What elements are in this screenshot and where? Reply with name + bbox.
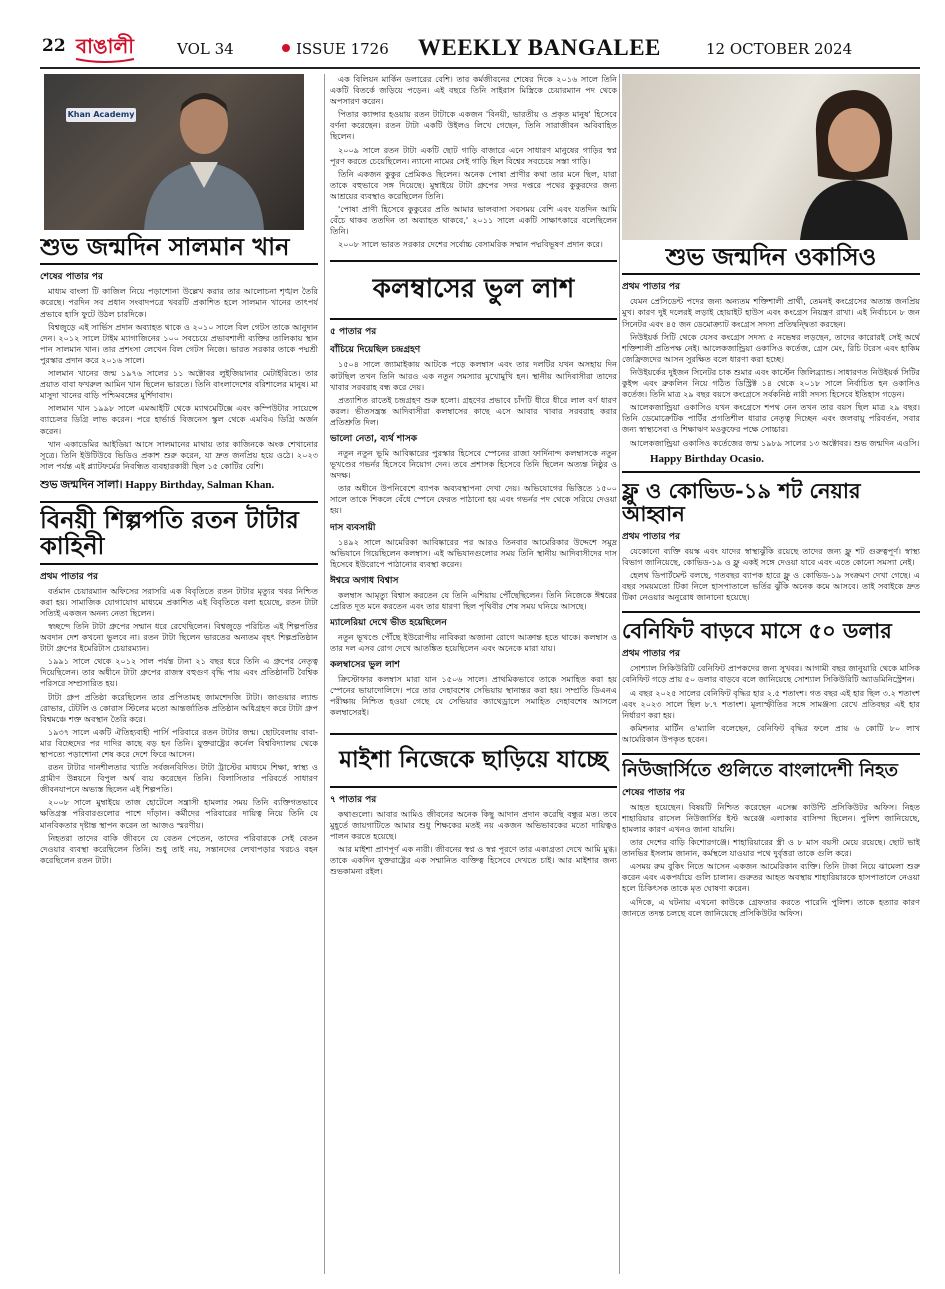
article-paragraph: কথাগুলো। আবার আমিও জীবনের অনেক কিছু আদান প্রদান করেছি বন্ধুর মত। তবে মুহূর্তে জায়গাটিতে আমার শুধু শিক্ষকের মতই নয় একজন অভিভাবকের মতো দায়িত্বও পালন করতে হয়েছে। bbox=[330, 808, 617, 841]
continued-label: শেষের পাতার পর bbox=[622, 787, 685, 798]
article-signoff: Happy Birthday Ocasio. bbox=[650, 452, 764, 465]
continued-label: প্রথম পাতার পর bbox=[622, 531, 680, 542]
subheading: কলম্বাসের ভুল লাশ bbox=[330, 660, 400, 671]
article-paragraph: নতুন নতুন ভূমি আবিষ্কারের পুরস্কার হিসেবে স্পেনের রাজা ফার্দিনান্দ কলম্বাসকে নতুন ভূখণ্ডের গভর্নর হিসেবে নিয়োগ দেন। তবে প্রশাসক হিসেবে তিনি ছিলেন অত্যন্ত নিষ্ঠুর ও অদক্ষ। bbox=[330, 447, 617, 481]
article-paragraph: রতন টাটার দানশীলতার খ্যাতি সর্বজনবিদিত। টাটা ট্রাস্টের মাধ্যমে শিক্ষা, স্বাস্থ্য ও গ্রামীণ উন্নয়নে বিপুল অর্থ ব্যয় করেছেন তিনি। বিলাসিতার পরিবর্তে সাধারণ জীবনযাপনে অভ্যস্ত ছিলেন এই শিল্পপতি। bbox=[40, 762, 318, 795]
column-right bbox=[622, 74, 920, 1274]
article-headline: নিউজার্সিতে গুলিতে বাংলাদেশী নিহত bbox=[622, 753, 920, 781]
article-paragraph: এসময় রুম বুকিং নিতে আসেন একজন আমেরিকান ব্যক্তি। তিনি টাকা নিয়ে ঝামেলা শুরু করেন এবং একপর্যায়ে গুলি চালান। গুরুতর আহত অবস্থায় শাহারিয়ারকে হাসপাতালে নেওয়া হলে চিকিৎসক তাকে মৃত ঘোষণা করেন। bbox=[622, 861, 920, 894]
person-figure-icon bbox=[134, 82, 274, 230]
article-paragraph: 'পোষা প্রাণী হিসেবে কুকুরের প্রতি আমার ভালবাসা সবসময় বেশি এবং যতদিন আমি বেঁচে থাকব ততদিন তা অব্যাহত থাকবে,' ২০১১ সালে একটি সাক্ষাৎকারে বলেছিলেন তিনি। bbox=[330, 204, 617, 237]
article-paragraph: কলম্বাস আমৃত্যু বিশ্বাস করতেন যে তিনি এশিয়ায় পৌঁছেছিলেন। তিনি নিজেকে ঈশ্বরের প্রেরিত দূত মনে করতেন এবং তার ধারণা ছিল পৃথিবীর শেষ সময় ঘনিয়ে আসছে। bbox=[330, 589, 617, 611]
article-paragraph: এ বছর ২০২৫ সালের বেনিফিট বৃদ্ধির হার ২.৫ শতাংশ। গত বছর এই হার ছিল ৩.২ শতাংশ এবং ২০২৩ সালে ছিল ৮.৭ শতাংশ। মূল্যস্ফীতির সঙ্গে সামঞ্জস্য রেখে প্রতিবছর এই হার নির্ধারণ করা হয়। bbox=[622, 687, 920, 720]
article-paragraph: নিউইয়র্ক সিটি থেকে যেসব কংগ্রেস সদস্য ৫ নভেম্বর লড়ছেন, তাদের কারোরই সেই অর্থে শক্তিশালী প্রতিপক্ষ নেই। আলেকজান্ড্রিয়া ওকাসিও কর্তেজ, গ্রেস মেং, রিচি টরেস এবং হাকিম জেফ্রিজদের আসন সুরক্ষিত বলে ধারণা করা হচ্ছে। bbox=[622, 331, 920, 364]
column-divider bbox=[619, 74, 620, 1274]
article-paragraph: হেলথ ডিপার্টমেন্ট বলছে, গতবছর ব্যাপক হারে ফ্লু ও কোভিড-১৯ সংক্রমণ দেখা গেছে। এ বছর সময়মতো টিকা নিলে হাসপাতালে ভর্তির ঝুঁকি অনেক কমে আসবে। তাই সবাইকে দ্রুত টিকা নেওয়ার অনুরোধ জানানো হয়েছে। bbox=[622, 569, 920, 603]
article-paragraph: সোশ্যাল সিকিউরিটি বেনিফিট প্রাপকদের জন্য সুখবর। আগামী বছর জানুয়ারি থেকে মাসিক বেনিফিট গড়ে প্রায় ৫০ ডলার বাড়বে বলে জানিয়েছে সোশ্যাল সিকিউরিটি অ্যাডমিনিস্ট্রেশন। bbox=[622, 663, 920, 685]
column-left bbox=[40, 74, 318, 1274]
newspaper-logo bbox=[70, 25, 140, 65]
article-paragraph: টাটা গ্রুপ প্রতিষ্ঠা করেছিলেন তার প্রপিতামহ জামশেদজি টাটা। জাগুয়ার ল্যান্ড রোভার, টেটলি ও কোরাস স্টিলের মতো আন্তর্জাতিক প্রতিষ্ঠান অধিগ্রহণ করে টাটা গ্রুপ বিশ্বমঞ্চে শক্ত অবস্থান তৈরি করে। bbox=[40, 691, 318, 724]
article-paragraph: প্রত্যাশিত রাতেই চন্দ্রগ্রহণ শুরু হলো। গ্রহণের প্রভাবে চাঁদটি ধীরে ধীরে লাল বর্ণ ধারণ করল। ভীতসন্ত্রস্ত আদিবাসীরা কলম্বাসের কাছে এসে আবার খাবার সরবরাহ করার প্রতিশ্রুতি দিল। bbox=[330, 394, 617, 427]
article-paragraph: পিতার ক্যান্সার হওয়ায় রতন টাটাকে একজন 'বিনয়ী, ভারতীয় ও প্রকৃত মানুষ' হিসেবে বর্ণনা করেছেন। রতন টাটা একটি উইলও লিখে গেছেন, তিনি সারাজীবন অবিবাহিত ছিলেন। bbox=[330, 109, 617, 142]
article-paragraph: আলেকজান্ড্রিয়া ওকাসিও যখন কংগ্রেসে শপথ নেন তখন তার বয়স ছিল মাত্র ২৯ বছর। তিনি ডেমোক্রেটিক পার্টির প্রগতিশীল ধারার নেতৃত্ব দিচ্ছেন এবং জলবায়ু পরিবর্তন, সবার জন্য স্বাস্থ্যসেবা ও শিক্ষাঋণ মওকুফের পক্ষে সোচ্চার। bbox=[622, 402, 920, 435]
article-paragraph: বিশ্বজুড়ে এই সার্ভিস প্রদান অব্যাহত থাকে ও ২০১০ সালে বিল গেটস তাকে আনুদান দেন। ২০১২ সালে টাইম ম্যাগাজিনের ১০০ সবচেয়ে প্রভাবশালী ব্যক্তির তালিকায় স্থান পান সালমান খান। তার প্রশংসা লেখেন বিল গেটস নিজে। ভারত সরকার তাকে পদ্মশ্রী পুরস্কার প্রদান করে ২০১৬ সালে। bbox=[40, 321, 318, 365]
subheading: ভালো নেতা, ব্যর্থ শাসক bbox=[330, 433, 418, 444]
article-paragraph: তার দেশের বাড়ি কিশোরগঞ্জে। শাহারিয়ারের স্ত্রী ও ৮ মাস বয়সী মেয়ে রয়েছে। ছোট ভাই তানভির ইসলাম জানান, কর্মস্থলে যাওয়ার পথে দুর্বৃত্তরা তাকে গুলি করে। bbox=[622, 837, 920, 859]
continued-label: প্রথম পাতার পর bbox=[622, 282, 680, 293]
ocasio-photo bbox=[622, 74, 920, 240]
article-headline: শুভ জন্মদিন সালমান খান bbox=[40, 234, 318, 265]
header-rule bbox=[40, 67, 920, 69]
article-paragraph: তিনি একজন কুকুর প্রেমিকও ছিলেন। অনেক পোষা প্রাণীর কথা তার মনে ছিল, যারা তাকে বহুভাবে সঙ্গ দিয়েছে। মুম্বাইয়ে টাটা গ্রুপের সদর দপ্তরে পথের কুকুরদের জন্য আশ্রয়ের ব্যবস্থাও করেছিলেন তিনি। bbox=[330, 168, 617, 201]
salman-khan-photo bbox=[44, 74, 304, 230]
article-paragraph: যেমন প্রেসিডেন্ট পদের জন্য অন্যতম শক্তিশালী প্রার্থী, তেমনই কংগ্রেসের অত্যন্ত জনপ্রিয় মুখ। কারণ দুই দলেরই লড়াই হোয়াইট হাউস এবং কংগ্রেস নিয়ন্ত্রণ রাখা। এই নির্বাচনে ৮ জন সিনেটর এবং ৪৫ জন ডেমোক্র্যাট কংগ্রেস সদস্য প্রতিদ্বন্দ্বিতা করছেন। bbox=[622, 296, 920, 329]
article-headline: মাইশা নিজেকে ছাড়িয়ে যাচ্ছে bbox=[330, 733, 617, 788]
subheading: ম্যালেরিয়া দেখে ভীত হয়েছিলেন bbox=[330, 618, 447, 628]
photo-caption: Khan Academy bbox=[66, 108, 136, 122]
article-paragraph: স্বচ্ছন্দে তিনি টাটা গ্রুপের সম্মান ধরে রেখেছিলেন। বিশ্বজুড়ে পরিচিত এই শিল্পপতির অবদান দেশ কখনো ভুলবে না। রতন টাটা ছিলেন ভারতের অন্যতম বৃহৎ শিল্পপ্রতিষ্ঠান টাটা গ্রুপের ইমেরিটাস চেয়ারম্যান। bbox=[40, 620, 318, 654]
article-headline: বিনয়ী শিল্পপতি রতন টাটার কাহিনী bbox=[40, 501, 318, 565]
article-paragraph: আহত হয়েছেন। বিষয়টি নিশ্চিত করেছেন এসেক্স কাউন্টি প্রসিকিউটর অফিস। নিহত শাহারিয়ার রাসেল নিউজার্সির ইস্ট অরেঞ্জ এলাকার বাসিন্দা ছিলেন। পুলিশ জানিয়েছে, হামলার কারণ এখনও জানা যায়নি। bbox=[622, 801, 920, 834]
article-paragraph: নিউইয়র্কের দুইজন সিনেটর চাক শুমার এবং কার্স্টেন জিলিব্র্যান্ড। সাধারণত নিউইয়র্ক সিটির কুইন্স এবং ব্রুকলিন নিয়ে গঠিত ডিস্ট্রিক্ট ১৪ থেকে ২০১৮ সালে নির্বাচিত হন ওকাসিও কর্তেজ। তিনি মাত্র ২৯ বছর বয়সে কংগ্রেসে সর্বকনিষ্ঠ নারী সদস্য হিসেবে ইতিহাস গড়েন। bbox=[622, 366, 920, 400]
article-paragraph: বর্তমান চেয়ারম্যান অফিসের সরাসরি এক বিবৃতিতে রতন টাটার মৃত্যুর খবর নিশ্চিত করা হয়। সামাজিক যোগাযোগ মাধ্যমে প্রকাশিত এই বিবৃতিতে বলা হয়েছে, রতন টাটা সত্যিই একজন অনন্য নেতা ছিলেন। bbox=[40, 585, 318, 618]
newspaper-title: WEEKLY BANGALEE bbox=[418, 35, 661, 60]
article-paragraph: এদিকে, এ ঘটনায় এখনো কাউকে গ্রেফতার করতে পারেনি পুলিশ। তাকে হত্যার কারণ জানতে তদন্ত চলছে বলে জানিয়েছে প্রসিকিউটর অফিস। bbox=[622, 896, 920, 918]
article-paragraph: ২০০৮ সালে ভারত সরকার দেশের সর্বোচ্চ বেসামরিক সম্মান পদ্মবিভূষণ প্রদান করে। bbox=[338, 239, 603, 250]
article-paragraph: কমিশনার মার্টিন ও'ম্যালি বলেছেন, বেনিফিট বৃদ্ধির ফলে প্রায় ৬ কোটি ৮০ লাখ আমেরিকান উপকৃত হবেন। bbox=[622, 722, 920, 744]
issue-date: 12 OCTOBER 2024 bbox=[706, 40, 853, 58]
article-headline: বেনিফিট বাড়বে মাসে ৫০ ডলার bbox=[622, 611, 920, 642]
article-paragraph: যেকোনো ব্যক্তি বয়স্ক এবং যাদের স্বাস্থ্যঝুঁকি রয়েছে তাদের জন্য ফ্লু শট গুরুত্বপূর্ণ। স্বাস্থ্য বিভাগ জানিয়েছে, কোভিড-১৯ ও ফ্লু একই সঙ্গে দেওয়া যাবে এবং এতে কোনো সমস্যা নেই। bbox=[622, 545, 920, 567]
article-paragraph: নিহতরা তাদের বাকি জীবনে যে বেতন পেতেন, তাদের পরিবারকে সেই বেতন দেওয়ার ব্যবস্থা করেছিলেন তিনি। শুধু তাই নয়, সন্তানদের লেখাপড়ার খরচও বহন করেছিলেন রতন টাটা। bbox=[40, 832, 318, 865]
column-divider bbox=[324, 74, 325, 1274]
article-paragraph: এক বিলিয়ন মার্কিন ডলারের বেশি। তার কর্মজীবনের শেষের দিকে ২০১৬ সালে তিনি একটি বিতর্কে জড়িয়ে পড়েন। এই বছরে তিনি সাইরাস মিস্ত্রিকে চেয়ারম্যান পদ থেকে অপসারণ করেন। bbox=[330, 74, 617, 107]
article-paragraph: তার অধীনে উপনিবেশে ব্যাপক অব্যবস্থাপনা দেখা দেয়। অভিযোগের ভিত্তিতে ১৫০০ সালে তাকে শিকলে বেঁধে স্পেনে ফেরত পাঠানো হয় এবং গভর্নর পদ থেকে সরিয়ে দেওয়া হয়। bbox=[330, 483, 617, 516]
article-paragraph: ১৪৯২ সালে আমেরিকা আবিষ্কারের পর আরও তিনবার আমেরিকার উদ্দেশে সমুদ্র অভিযানে গিয়েছিলেন কলম্বাস। এই অভিযানগুলোর সময় তিনি স্থানীয় আদিবাসীদের দাস হিসেবে ইউরোপে পাঠানোর ব্যবস্থা করেন। bbox=[330, 536, 617, 569]
continued-label: প্রথম পাতার পর bbox=[622, 649, 680, 660]
article-paragraph: ২০০৮ সালে মুম্বাইয়ে তাজ হোটেলে সন্ত্রাসী হামলার সময় তিনি ব্যক্তিগতভাবে ক্ষতিগ্রস্ত পরিবারগুলোর পাশে দাঁড়ান। কর্মীদের পরিবারের দায়িত্ব নিয়ে তিনি যে মানবিকতার দৃষ্টান্ত স্থাপন করেন তা আজও স্মরণীয়। bbox=[40, 797, 318, 830]
article-headline: কলম্বাসের ভুল লাশ bbox=[330, 260, 617, 320]
article-paragraph: আলেকজান্ড্রিয়া ওকাসিও কর্তেজের জন্ম ১৯৮৯ সালের ১৩ অক্টোবর। শুভ জন্মদিন এওসি। bbox=[630, 437, 920, 448]
article-headline: ফ্লু ও কোভিড-১৯ শট নেয়ার আহ্বান bbox=[622, 471, 920, 525]
article-paragraph: ক্রিস্টোফার কলম্বাস মারা যান ১৫০৬ সালে। প্রাথমিকভাবে তাকে সমাহিত করা হয় স্পেনের ভায়াদোলিদে। পরে তার দেহাবশেষ সেভিয়ায় স্থানান্তর করা হয়। সম্প্রতি ডিএনএ পরীক্ষায় নিশ্চিত হওয়া গেছে যে সেভিয়ার ক্যাথেড্রালে সমাহিত দেহাবশেষ আসলে কলম্বাসেরই। bbox=[330, 674, 617, 718]
separator-dot-icon bbox=[282, 44, 290, 52]
person-figure-icon bbox=[792, 84, 912, 240]
subheading: ঈশ্বরে অগাধ বিশ্বাস bbox=[330, 575, 399, 586]
article-paragraph: ২০০৯ সালে রতন টাটা একটি ছোট গাড়ি বাজারে এনে সাধারণ মানুষের গাড়ির স্বপ্ন পূরণ করতে চেয়েছিলেন। ন্যানো নামের সেই গাড়ি ছিল বিশ্বের সবচেয়ে সস্তা গাড়ি। bbox=[330, 144, 617, 166]
article-paragraph: ১৯৩৭ সালে একটি ঐতিহ্যবাহী পার্সি পরিবারে রতন টাটার জন্ম। ছোটবেলায় বাবা-মার বিচ্ছেদের পর দাদির কাছে বড় হন তিনি। যুক্তরাষ্ট্রের কর্নেল বিশ্ববিদ্যালয় থেকে স্থাপত্যে পড়াশোনা শেষ করে দেশে ফিরে আসেন। bbox=[40, 726, 318, 759]
article-headline: শুভ জন্মদিন ওকাসিও bbox=[622, 244, 920, 275]
continued-label: ৫ পাতার পর bbox=[330, 327, 377, 338]
article-signoff: শুভ জন্মদিন সালা। Happy Birthday, Salman Khan. bbox=[40, 478, 275, 491]
page-number: 22 bbox=[42, 36, 66, 56]
article-paragraph: ১৯৯১ সালে থেকে ২০১২ সাল পর্যন্ত টানা ২১ বছর ধরে তিনি এ গ্রুপের নেতৃত্ব দিয়েছিলেন। তার অধীনে টাটা গ্রুপের রাজস্ব বহুগুণ বৃদ্ধি পায় এবং প্রতিষ্ঠানটি বৈশ্বিক পরিসরে সম্প্রসারিত হয়। bbox=[40, 656, 318, 689]
article-paragraph: সালমান খান ১৯৯৮ সালে এমআইটি থেকে ম্যাথমেটিক্সে এবং কম্পিউটার সায়েন্সে ব্যাচেলর ডিগ্রি লাভ করেন। পরে হার্ভার্ড বিজনেস স্কুল থেকে এমবিএ ডিগ্রি অর্জন করেন। bbox=[40, 403, 318, 436]
subheading: দাস ব্যবসায়ী bbox=[330, 522, 376, 533]
issue-label: ISSUE 1726 bbox=[296, 40, 389, 58]
column-middle bbox=[330, 74, 617, 1274]
continued-label: শেষের পাতার পর bbox=[40, 272, 103, 283]
subheading: বাঁচিয়ে দিয়েছিল চন্দ্রগ্রহণ bbox=[330, 345, 421, 356]
continued-label: ৭ পাতার পর bbox=[330, 794, 377, 805]
article-paragraph: আর মাইশা প্রাণপূর্ণ এক নারী। জীবনের স্বপ্ন ও স্বপ্ন পূরণে তার একাগ্রতা দেখে আমি মুগ্ধ। তাকে একদিন যুক্তরাষ্ট্রের এক সম্মানিত ব্যক্তিত্ব হিসেবে দেখতে চাই। আর মাইশার জন্য শুভকামনা রইল। bbox=[330, 843, 617, 877]
article-paragraph: মাধ্যম বাংলা টি কাজিল নিয়ে পড়াশোনা উল্লেখ করার তার আলোচনা শৃঙ্খল তৈরি করেছে। পরদিন সব প্রধান সংবাদপত্রে খবরটি প্রকাশিত হলে সালমান খানের তাৎপর্য প্রভাবে হাসি ফুটে উঠল চারদিকে। bbox=[40, 286, 318, 319]
continued-label: প্রথম পাতার পর bbox=[40, 571, 98, 582]
article-paragraph: নতুন ভূখণ্ডে পৌঁছে ইউরোপীয় নাবিকরা অজানা রোগে আক্রান্ত হতে থাকে। কলম্বাস ও তার দল এসব রোগ দেখে আতঙ্কিত হয়েছিলেন এবং অনেকে মারা যায়। bbox=[330, 632, 617, 654]
volume-label: VOL 34 bbox=[177, 40, 234, 58]
article-paragraph: খান একাডেমির আইডিয়া আসে সালমানের মাথায় তার কাজিনকে অংক শেখানোর সূত্রে। তিনি ইউটিউবে ভিডিও প্রকাশ শুরু করেন, যা দ্রুত জনপ্রিয় হয়ে ওঠে। ২০২৩ সাল পর্যন্ত এই প্ল্যাটফর্মের নিবন্ধিত ব্যবহারকারী ছিল ১৫ কোটির বেশি। bbox=[40, 438, 318, 471]
article-paragraph: ১৫০৪ সালে জ্যামাইকায় আটকে পড়ে কলম্বাস এবং তার দলটির যখন অসহায় দিন কাটছিল তখন তিনি আরও এক নতুন সমস্যার মুখোমুখি হন। স্থানীয় আদিবাসীরা তাদের খাবার সরবরাহ বন্ধ করে দেয়। bbox=[330, 359, 617, 392]
svg-text:বাঙালী: বাঙালী bbox=[75, 34, 135, 58]
page-header bbox=[0, 0, 945, 72]
article-paragraph: সালমান খানের জন্ম ১৯৭৬ সালের ১১ অক্টোবর লুইজিয়ানার মেটাইরিতে। তার প্রয়াত বাবা ফখরুল আমিন খান ছিলেন ভারতে। তিনি বাংলাদেশের বরিশালের মানুষ। মা মাসুদা খানের বাড়ি পশ্চিমবঙ্গের মুর্শিদাবাদ। bbox=[40, 368, 318, 401]
